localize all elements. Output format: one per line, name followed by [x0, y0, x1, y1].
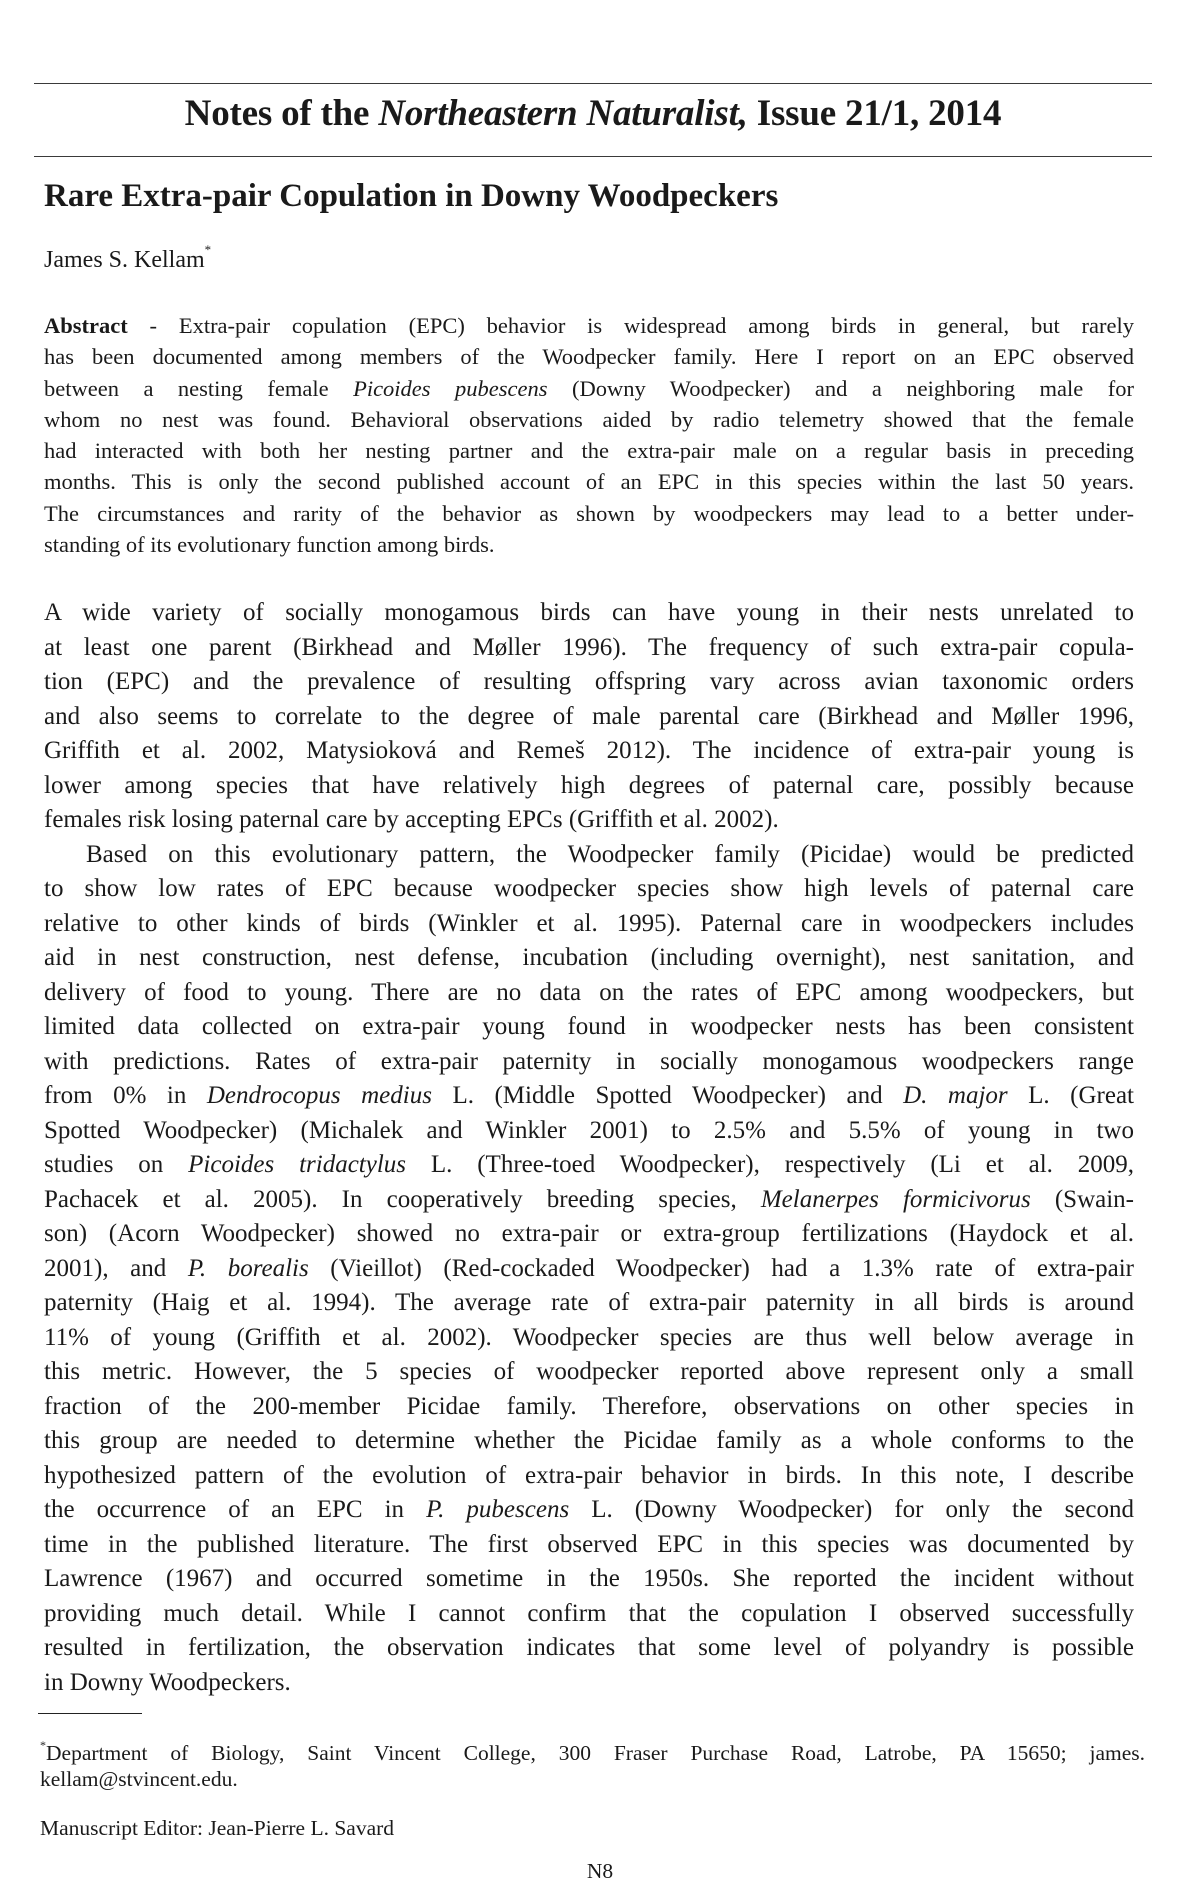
- abstract: [44, 310, 1134, 560]
- body-line: time in the published literature. The first observed EPC in this species was documented by: [44, 1530, 1134, 1558]
- species-name: D. major: [903, 1082, 1008, 1109]
- body-line: lower among species that have relatively high degrees of paternal care, possibly because: [44, 771, 1134, 799]
- body-line: Lawrence (1967) and occurred sometime in the 1950s. She reported the incident without: [44, 1565, 1134, 1592]
- body-line: A wide variety of socially monogamous birds can have young in their nests unrelated to: [44, 599, 1134, 626]
- body-line: at least one parent (Birkhead and Møller 1996). The frequency of such extra-pair copula-: [44, 633, 1134, 661]
- body-line: Based on this evolutionary pattern, the Woodpecker family (Picidae) would be predicted: [86, 840, 1134, 868]
- footnote-rule: [38, 1713, 142, 1714]
- body-line: resulted in fertilization, the observation indicates that some level of polyandry is possible: [44, 1634, 1134, 1661]
- body-line: the occurrence of an EPC in P. pubescens L. (Downy Woodpecker) for only the second: [44, 1496, 1134, 1523]
- footnote-line: *Department of Biology, Saint Vincent College, 300 Fraser Purchase Road, Latrobe, PA 15650; james.: [40, 1738, 1145, 1766]
- species-name: P. borealis: [187, 1254, 309, 1282]
- species-name: Melanerpes formicivorus: [760, 1185, 1031, 1213]
- body-line: hypothesized pattern of the evolution of extra-pair behavior in birds. In this note, I describe: [44, 1461, 1134, 1489]
- journal-header-prefix: Notes of the: [184, 93, 379, 134]
- body-line: tion (EPC) and the prevalence of resulting offspring vary across avian taxonomic orders: [44, 668, 1134, 695]
- body-line: 11% of young (Griffith et al. 2002). Woodpecker species are thus well below average in: [44, 1323, 1134, 1351]
- body-text: [44, 596, 1134, 1700]
- page-number: N8: [586, 1859, 614, 1883]
- author: [44, 239, 211, 275]
- journal-name: Northeastern Naturalist,: [378, 93, 748, 134]
- body-line: Pachacek et al. 2005). In cooperatively breeding species, Melanerpes formicivorus (Swain-: [44, 1185, 1134, 1213]
- body-line: delivery of food to young. There are no data on the rates of EPC among woodpeckers, but: [44, 978, 1134, 1006]
- body-line: son) (Acorn Woodpecker) showed no extra-pair or extra-group fertilizations (Haydock et al.: [44, 1220, 1134, 1247]
- body-line: limited data collected on extra-pair young found in woodpecker nests has been consistent: [44, 1013, 1134, 1040]
- body-line: this metric. However, the 5 species of woodpecker reported above represent only a small: [44, 1358, 1134, 1385]
- abstract-line: standing of its evolutionary function among birds.: [44, 532, 495, 558]
- article-title: Rare Extra-pair Copulation in Downy Woodpeckers: [44, 178, 779, 214]
- footnote-email: kellam@stvincent.edu.: [40, 1767, 238, 1792]
- body-line: fraction of the 200-member Picidae family. Therefore, observations on other species in: [44, 1392, 1134, 1420]
- author-footnote-mark: *: [204, 242, 212, 257]
- journal-header: [34, 92, 1152, 136]
- author-name: James S. Kellam: [44, 247, 205, 273]
- body-line: from 0% in Dendrocopus medius L. (Middle Spotted Woodpecker) and D. major L. (Great: [44, 1082, 1134, 1109]
- header-top-rule: [34, 83, 1152, 84]
- body-line: paternity (Haig et al. 1994). The average rate of extra-pair paternity in all birds is around: [44, 1289, 1134, 1316]
- footnote-mark: *: [40, 1738, 46, 1752]
- body-line: with predictions. Rates of extra-pair paternity in socially monogamous woodpeckers range: [44, 1047, 1134, 1075]
- body-line: providing much detail. While I cannot confirm that the copulation I observed successfully: [44, 1599, 1134, 1627]
- author-affiliation-footnote: [40, 1733, 1145, 1796]
- header-bottom-rule: [34, 156, 1152, 157]
- manuscript-editor: Manuscript Editor: Jean-Pierre L. Savard: [40, 1816, 395, 1840]
- abstract-line: months. This is only the second published account of an EPC in this species within the last 50 years.: [44, 469, 1134, 495]
- species-name: Dendrocopus medius: [206, 1082, 432, 1109]
- body-line: Griffith et al. 2002, Matysioková and Remeš 2012). The incidence of extra-pair young is: [44, 737, 1134, 764]
- abstract-line: has been documented among members of the Woodpecker family. Here I report on an EPC observed: [44, 344, 1134, 370]
- body-line: and also seems to correlate to the degree of male parental care (Birkhead and Møller 1996,: [44, 702, 1134, 730]
- abstract-line: The circumstances and rarity of the behavior as shown by woodpeckers may lead to a better under-: [44, 500, 1134, 526]
- body-line: relative to other kinds of birds (Winkler et al. 1995). Paternal care in woodpeckers includes: [44, 909, 1134, 937]
- abstract-label: Abstract: [44, 313, 128, 338]
- abstract-line: between a nesting female Picoides pubescens (Downy Woodpecker) and a neighboring male for: [44, 375, 1134, 401]
- body-line: aid in nest construction, nest defense, incubation (including overnight), nest sanitation, and: [44, 944, 1134, 971]
- species-name: Picoides pubescens: [353, 375, 548, 401]
- body-line: studies on Picoides tridactylus L. (Three-toed Woodpecker), respectively (Li et al. 2009,: [44, 1151, 1134, 1178]
- abstract-line: had interacted with both her nesting partner and the extra-pair male on a regular basis in preceding: [44, 438, 1134, 464]
- abstract-line: Abstract - Extra-pair copulation (EPC) behavior is widespread among birds in general, but rarely: [44, 313, 1134, 338]
- body-line: 2001), and P. borealis (Vieillot) (Red-cockaded Woodpecker) had a 1.3% rate of extra-pair: [44, 1254, 1134, 1282]
- body-line: females risk losing paternal care by accepting EPCs (Griffith et al. 2002).: [44, 806, 779, 833]
- species-name: P. pubescens: [426, 1496, 570, 1523]
- journal-issue: Issue 21/1, 2014: [747, 93, 1002, 134]
- body-line: to show low rates of EPC because woodpecker species show high levels of paternal care: [44, 875, 1134, 902]
- species-name: Picoides tridactylus: [188, 1151, 407, 1178]
- body-line: in Downy Woodpeckers.: [44, 1668, 291, 1696]
- body-line: this group are needed to determine whether the Picidae family as a whole conforms to the: [44, 1427, 1134, 1454]
- body-line: Spotted Woodpecker) (Michalek and Winkler 2001) to 2.5% and 5.5% of young in two: [44, 1116, 1134, 1144]
- abstract-line: whom no nest was found. Behavioral observations aided by radio telemetry showed that the female: [44, 406, 1134, 432]
